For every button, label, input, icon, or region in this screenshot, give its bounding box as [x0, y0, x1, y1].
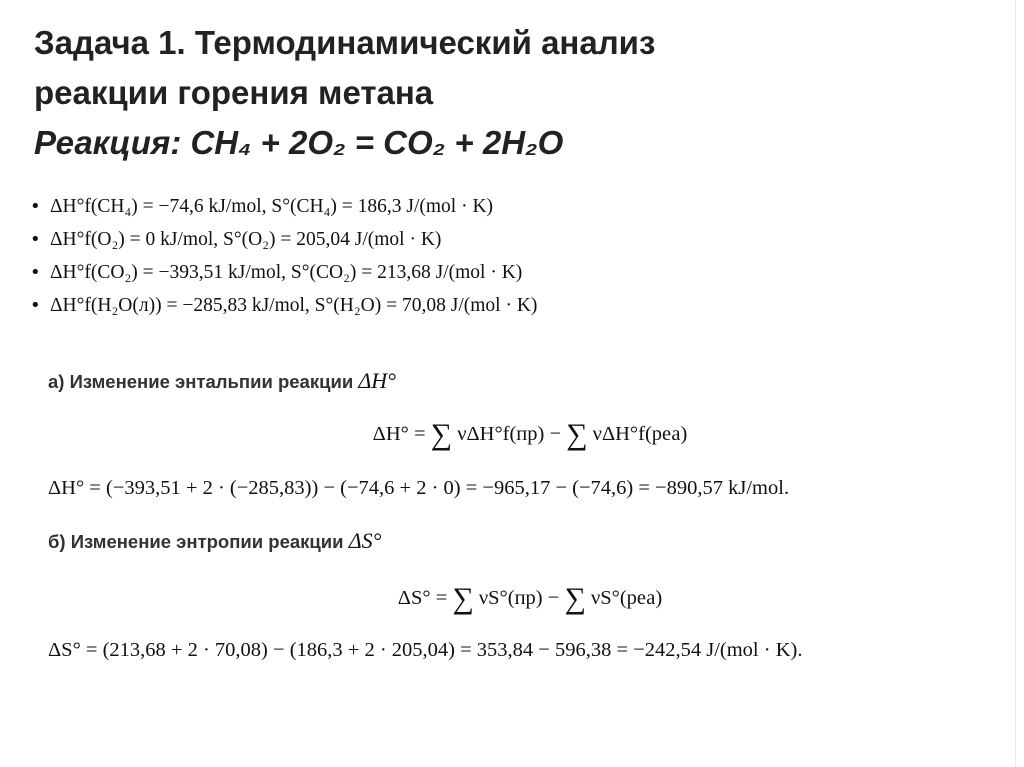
section-b-label	[48, 528, 381, 554]
entropy-formula-prefix: ΔS° =	[397, 587, 453, 609]
section-a-symbol: ΔH°	[358, 368, 396, 393]
sum-symbol-4: ∑	[564, 582, 586, 615]
enthalpy-formula-part2: νΔH°f(реа)	[587, 423, 688, 445]
entropy-formula-part1: νS°(пр) −	[473, 587, 565, 609]
enthalpy-formula-part1: νΔH°f(пр) −	[452, 423, 567, 445]
section-a-label	[48, 368, 396, 394]
section-b-text: б) Изменение энтропии реакции	[48, 531, 344, 552]
sum-symbol-3: ∑	[452, 582, 474, 615]
slide-title	[34, 18, 934, 168]
sum-symbol-2: ∑	[566, 418, 588, 451]
data-item-o2: • ΔH°f(O₂) = 0 kJ/mol, S°(O₂) = 205,04 J/(mol · K)	[30, 223, 537, 256]
data-item-ch4: • ΔH°f(CH₄) = −74,6 kJ/mol, S°(CH₄) = 186,3 J/(mol · K)	[30, 190, 537, 223]
entropy-formula	[250, 582, 810, 615]
thermo-data-list	[30, 190, 537, 322]
entropy-calculation: ΔS° = (213,68 + 2 · 70,08) − (186,3 + 2 · 205,04) = 353,84 − 596,38 = −242,54 J/(mol · K).	[48, 639, 803, 661]
title-line-1: Задача 1. Термодинамический анализ	[34, 24, 656, 61]
slide-border	[1015, 0, 1016, 767]
enthalpy-formula	[250, 418, 810, 451]
enthalpy-calculation: ΔH° = (−393,51 + 2 · (−285,83)) − (−74,6 + 2 · 0) = −965,17 − (−74,6) = −890,57 kJ/mol.	[48, 477, 790, 499]
entropy-formula-part2: νS°(реа)	[585, 587, 663, 609]
reaction-equation: Реакция: CH₄ + 2O₂ = CO₂ + 2H₂O	[34, 124, 564, 161]
section-a-text: а) Изменение энтальпии реакции	[48, 371, 354, 392]
section-b-symbol: ΔS°	[348, 528, 382, 553]
sum-symbol-1: ∑	[430, 418, 453, 451]
enthalpy-formula-prefix: ΔH° =	[372, 423, 431, 445]
title-line-2: реакции горения метана	[34, 74, 434, 111]
data-item-co2: • ΔH°f(CO₂) = −393,51 kJ/mol, S°(CO₂) = 213,68 J/(mol · K)	[30, 256, 537, 289]
data-item-h2o: • ΔH°f(H₂O(л)) = −285,83 kJ/mol, S°(H₂O) = 70,08 J/(mol · K)	[30, 289, 537, 322]
